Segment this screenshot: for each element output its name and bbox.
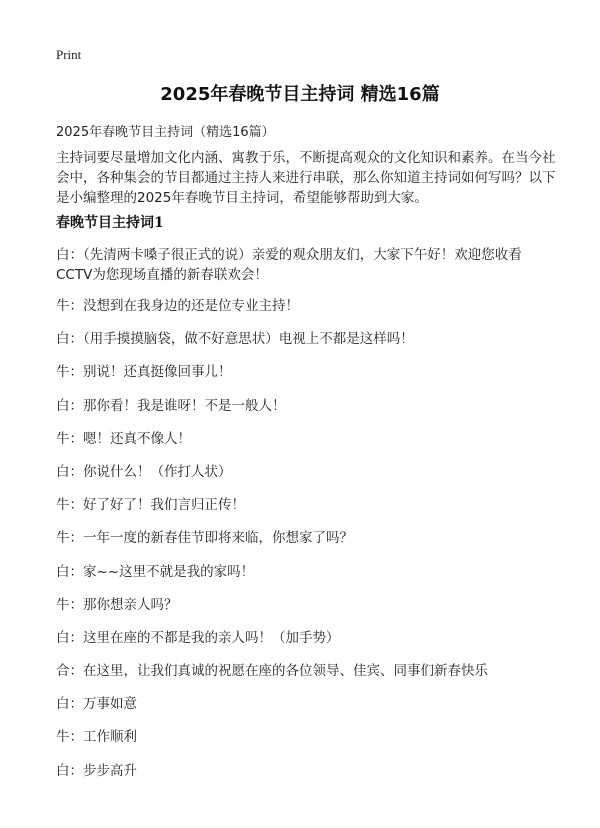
dialogue-lines: [56, 245, 556, 794]
dialogue-line: 白：（用手摸摸脑袋，做不好意思状）电视上不都是这样吗！: [56, 331, 414, 348]
dialogue-line: 牛：别说！还真挺像回事儿！: [56, 364, 232, 381]
dialogue-line: 白：步步高升: [56, 762, 137, 779]
dialogue-line: 白：万事如意: [56, 696, 137, 713]
dialogue-line: 合：在这里，让我们真诚的祝愿在座的各位领导、佳宾、同事们新春快乐: [56, 663, 488, 680]
dialogue-line: 白：这里在座的不都是我的亲人吗！（加手势）: [56, 629, 340, 646]
dialogue-line: 牛：嗯！还真不像人！: [56, 430, 191, 447]
dialogue-line: 白：家~~这里不就是我的家吗！: [56, 563, 255, 580]
document-subtitle: 2025年春晚节目主持词（精选16篇）: [56, 125, 275, 140]
dialogue-line: 白：你说什么！（作打人状）: [56, 463, 232, 480]
dialogue-line: 牛：好了好了！我们言归正传！: [56, 497, 245, 514]
dialogue-line: 白：那你看！我是谁呀！不是一般人！: [56, 397, 286, 414]
dialogue-line: 牛：工作顺利: [56, 729, 137, 746]
intro-paragraph: 主持词要尽量增加文化内涵、寓教于乐，不断提高观众的文化知识和素养。在当今社会中，各种集会的节目都通过主持人来进行串联，那么你知道主持词如何写吗？以下是小编整理的2025年春晚节目主持词，希望能够帮助到大家。: [56, 150, 556, 206]
section-heading: 春晚节目主持词1: [56, 215, 164, 231]
dialogue-line: 白：（先清两卡嗓子很正式的说）亲爱的观众朋友们，大家下午好！欢迎您收看CCTV为您现场直播的新春联欢会！: [56, 247, 522, 283]
dialogue-line: 牛：没想到在我身边的还是位专业主持！: [56, 298, 299, 314]
dialogue-line: 牛：一年一度的新春佳节即将来临，你想家了吗？: [56, 530, 353, 547]
print-link[interactable]: Print: [56, 47, 82, 62]
page-title: 2025年春晚节目主持词 精选16篇: [160, 84, 440, 105]
dialogue-line: 牛：那你想亲人吗？: [56, 596, 178, 613]
